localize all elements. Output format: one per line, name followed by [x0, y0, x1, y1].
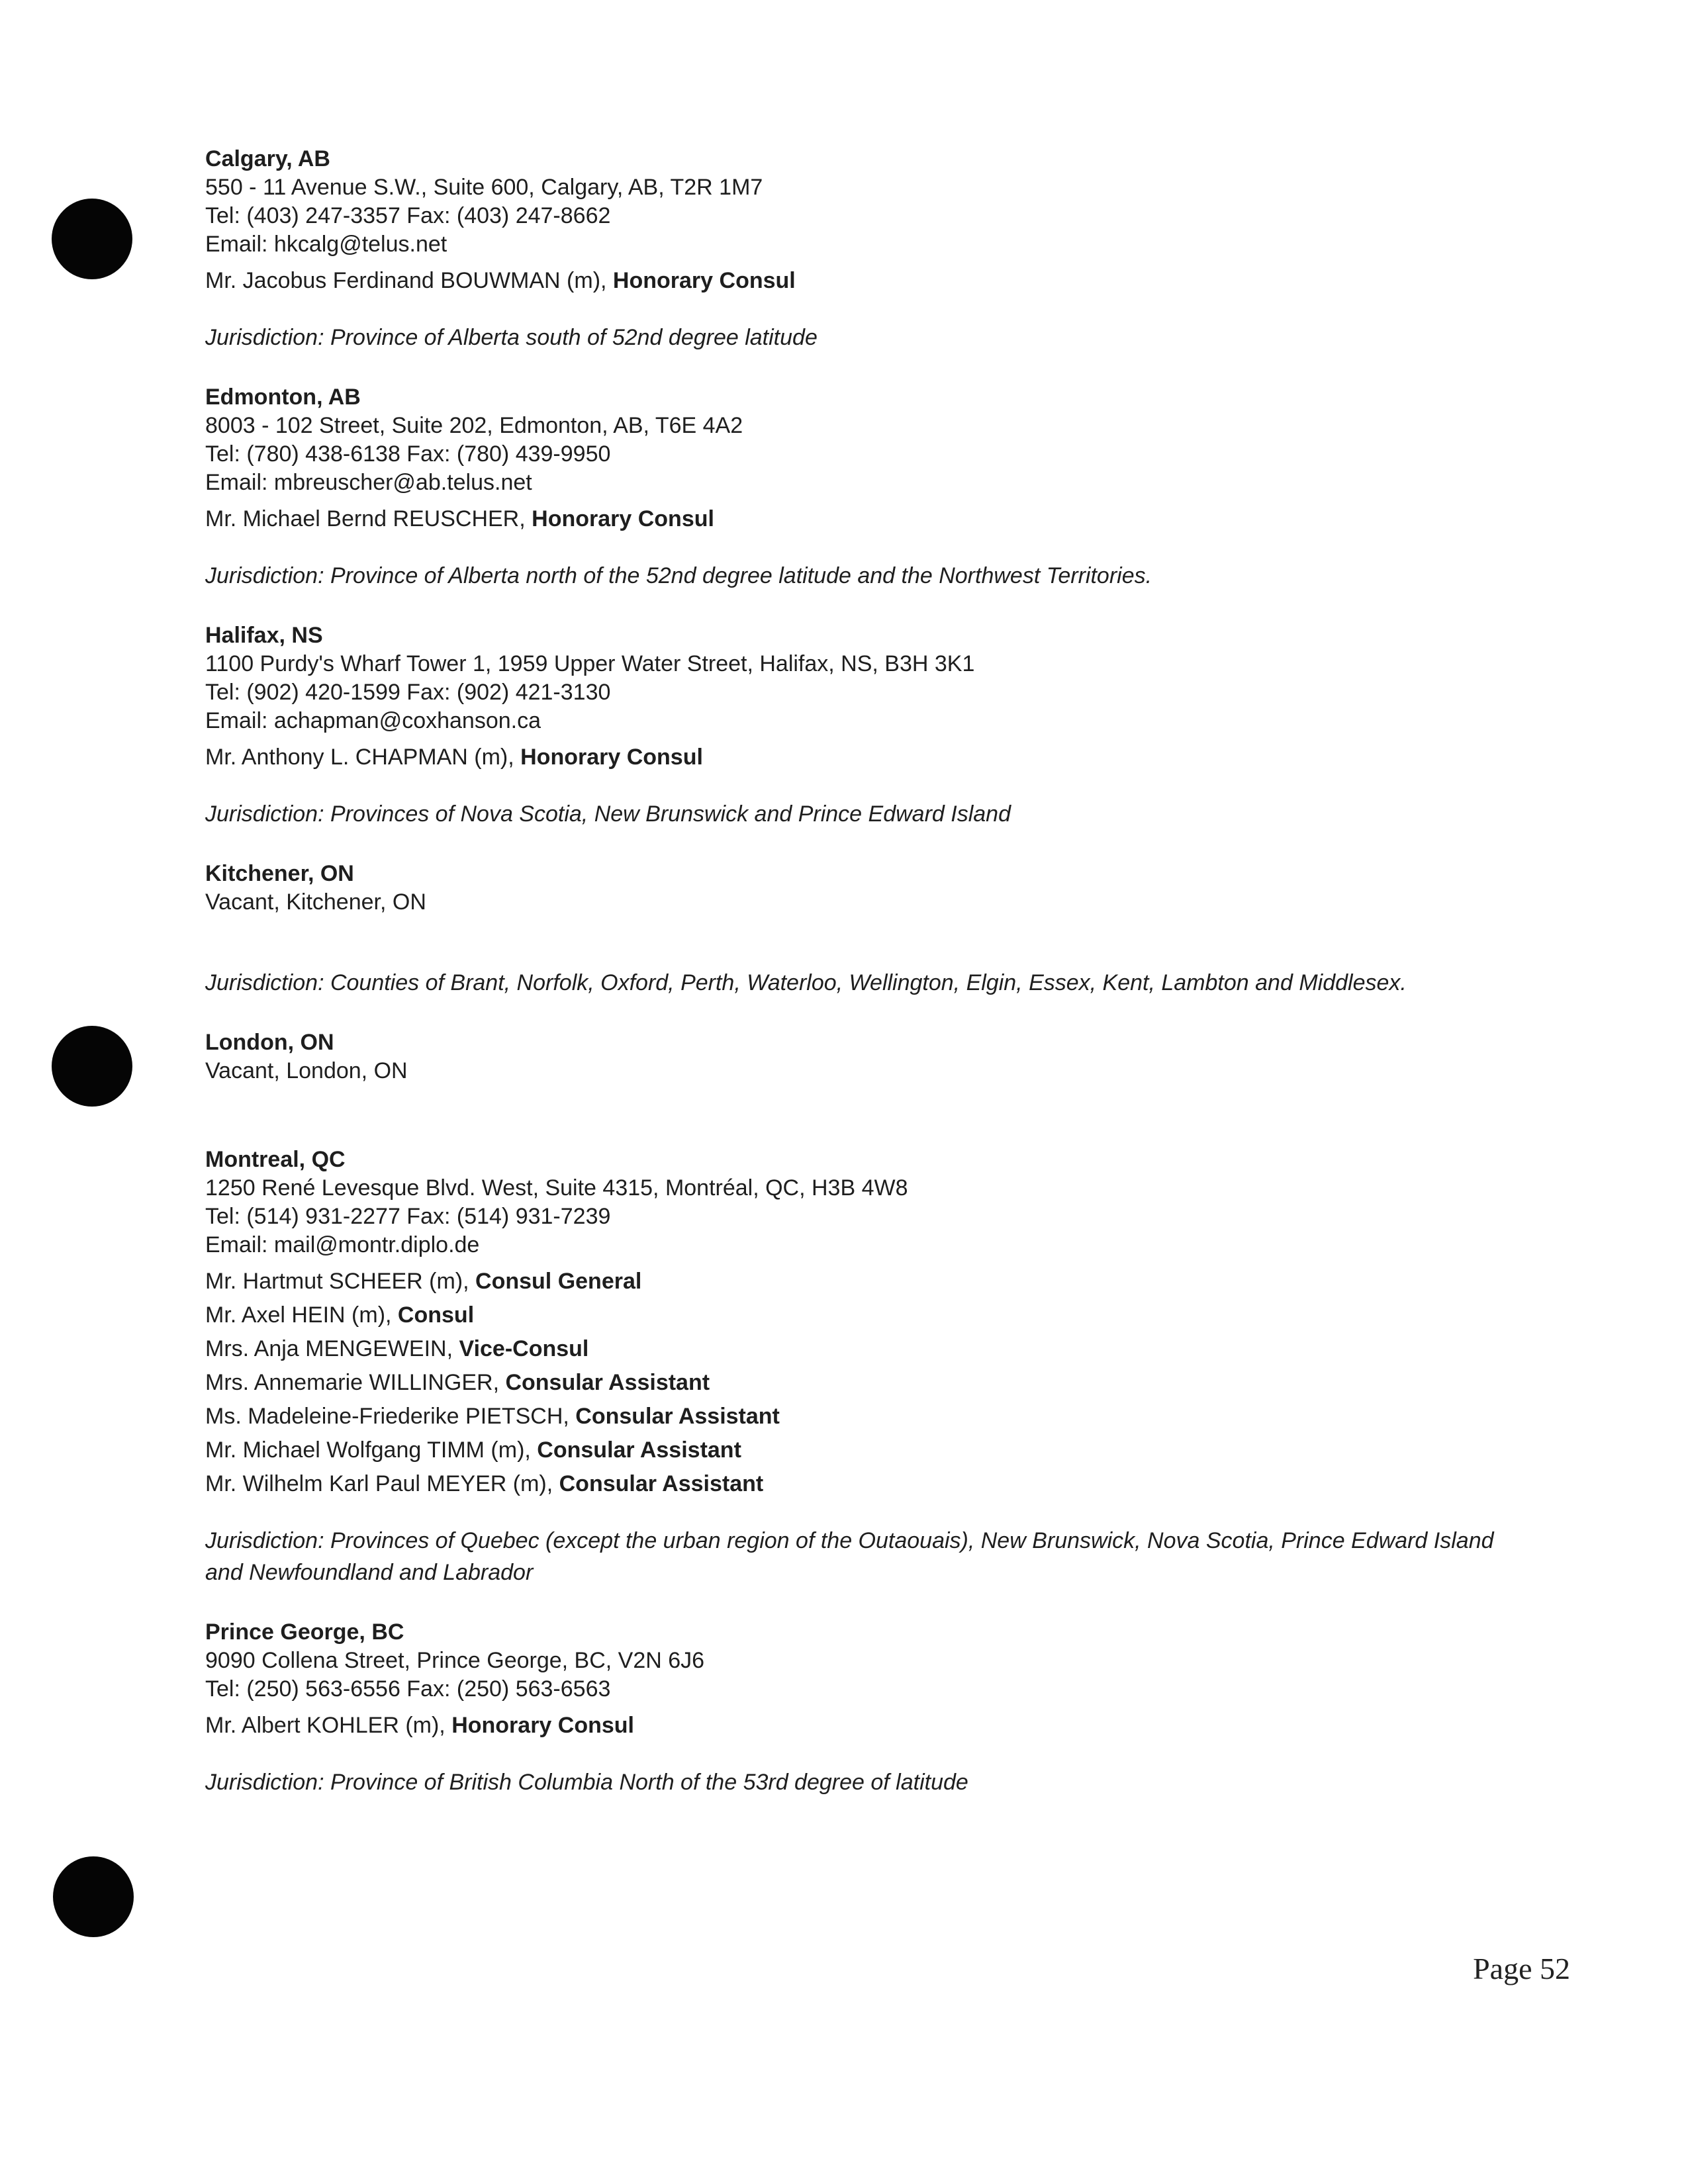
consulate-entry	[205, 383, 1496, 621]
staff-name: Mrs. Anja MENGEWEIN,	[205, 1336, 459, 1361]
staff-member	[205, 502, 1496, 536]
address-line: 1250 René Levesque Blvd. West, Suite 4315, Montréal, QC, H3B 4W8	[205, 1175, 908, 1201]
staff-member	[205, 264, 1496, 298]
staff-name: Mr. Axel HEIN (m),	[205, 1302, 398, 1328]
staff-member	[205, 741, 1496, 774]
address-line: Vacant, Kitchener, ON	[205, 889, 426, 915]
staff-title: Honorary Consul	[520, 745, 703, 770]
punch-hole	[52, 199, 132, 279]
consulate-entry	[205, 859, 1496, 1028]
phone-line: Tel: (514) 931-2277 Fax: (514) 931-7239	[205, 1204, 611, 1229]
email-line: Email: hkcalg@telus.net	[205, 232, 447, 257]
phone-line: Tel: (250) 563-6556 Fax: (250) 563-6563	[205, 1676, 611, 1702]
staff-member	[205, 1265, 1496, 1298]
email-line: Email: mail@montr.diplo.de	[205, 1232, 480, 1257]
staff-title: Honorary Consul	[532, 506, 714, 531]
address-line: 9090 Collena Street, Prince George, BC, V2N 6J6	[205, 1648, 705, 1673]
city-heading: Prince George, BC	[205, 1619, 404, 1645]
staff-member	[205, 1433, 1496, 1467]
address-line: Vacant, London, ON	[205, 1058, 408, 1083]
staff-name: Mr. Jacobus Ferdinand BOUWMAN (m),	[205, 268, 613, 293]
city-heading: London, ON	[205, 1030, 334, 1055]
consulate-entry	[205, 621, 1496, 859]
consulate-entry	[205, 144, 1496, 383]
page-number: Page 52	[1473, 1952, 1570, 1985]
staff-title: Honorary Consul	[612, 268, 796, 293]
city-heading: Kitchener, ON	[205, 861, 354, 886]
city-heading: Edmonton, AB	[205, 385, 361, 410]
city-heading: Halifax, NS	[205, 623, 323, 648]
city-heading: Calgary, AB	[205, 146, 330, 171]
staff-title: Consul	[397, 1302, 475, 1328]
jurisdiction-text: Jurisdiction: Province of Alberta north of the 52nd degree latitude and the Northwest Territories.	[205, 563, 1152, 588]
staff-title: Honorary Consul	[451, 1713, 634, 1738]
address-line: 550 - 11 Avenue S.W., Suite 600, Calgary, AB, T2R 1M7	[205, 175, 763, 200]
staff-name: Mr. Hartmut SCHEER (m),	[205, 1269, 476, 1294]
consulate-entry	[205, 1145, 1496, 1617]
jurisdiction-text: Jurisdiction: Province of Alberta south of 52nd degree latitude	[205, 325, 818, 350]
email-line: Email: mbreuscher@ab.telus.net	[205, 470, 532, 495]
phone-line: Tel: (780) 438-6138 Fax: (780) 439-9950	[205, 441, 611, 467]
staff-title: Consular Assistant	[505, 1370, 710, 1395]
staff-member	[205, 1709, 1496, 1743]
staff-title: Consular Assistant	[575, 1404, 780, 1429]
phone-line: Tel: (403) 247-3357 Fax: (403) 247-8662	[205, 203, 611, 228]
address-line: 1100 Purdy's Wharf Tower 1, 1959 Upper Water Street, Halifax, NS, B3H 3K1	[205, 651, 975, 676]
staff-member	[205, 1467, 1496, 1501]
city-heading: Montreal, QC	[205, 1147, 346, 1172]
phone-line: Tel: (902) 420-1599 Fax: (902) 421-3130	[205, 680, 611, 705]
jurisdiction-text: Jurisdiction: Counties of Brant, Norfolk, Oxford, Perth, Waterloo, Wellington, Elgin, Essex, Kent, Lambton and Middlesex.	[205, 970, 1407, 995]
address-line: 8003 - 102 Street, Suite 202, Edmonton, AB, T6E 4A2	[205, 413, 743, 438]
staff-title: Consular Assistant	[537, 1437, 741, 1463]
consulate-entry	[205, 1028, 1496, 1145]
punch-hole	[53, 1856, 134, 1937]
staff-member	[205, 1366, 1496, 1400]
staff-name: Mr. Anthony L. CHAPMAN (m),	[205, 745, 521, 770]
staff-name: Mr. Wilhelm Karl Paul MEYER (m),	[205, 1471, 559, 1496]
jurisdiction-text: Jurisdiction: Provinces of Quebec (except the urban region of the Outaouais), New Brunswick, Nova Scotia, Prince Edward Island and Newfoundland and Labrador	[205, 1528, 1494, 1585]
staff-member	[205, 1400, 1496, 1433]
consulate-list	[205, 144, 1496, 1798]
jurisdiction-text: Jurisdiction: Province of British Columbia North of the 53rd degree of latitude	[205, 1770, 968, 1795]
staff-name: Ms. Madeleine-Friederike PIETSCH,	[205, 1404, 576, 1429]
staff-name: Mrs. Annemarie WILLINGER,	[205, 1370, 506, 1395]
punch-hole	[52, 1026, 132, 1107]
staff-title: Consul General	[475, 1269, 642, 1294]
staff-name: Mr. Albert KOHLER (m),	[205, 1713, 452, 1738]
staff-member	[205, 1298, 1496, 1332]
staff-title: Consular Assistant	[559, 1471, 764, 1496]
staff-name: Mr. Michael Bernd REUSCHER,	[205, 506, 532, 531]
staff-member	[205, 1332, 1496, 1366]
jurisdiction-text: Jurisdiction: Provinces of Nova Scotia, New Brunswick and Prince Edward Island	[205, 801, 1011, 827]
consulate-entry	[205, 1617, 1496, 1798]
email-line: Email: achapman@coxhanson.ca	[205, 708, 541, 733]
staff-name: Mr. Michael Wolfgang TIMM (m),	[205, 1437, 538, 1463]
staff-title: Vice-Consul	[459, 1336, 589, 1361]
